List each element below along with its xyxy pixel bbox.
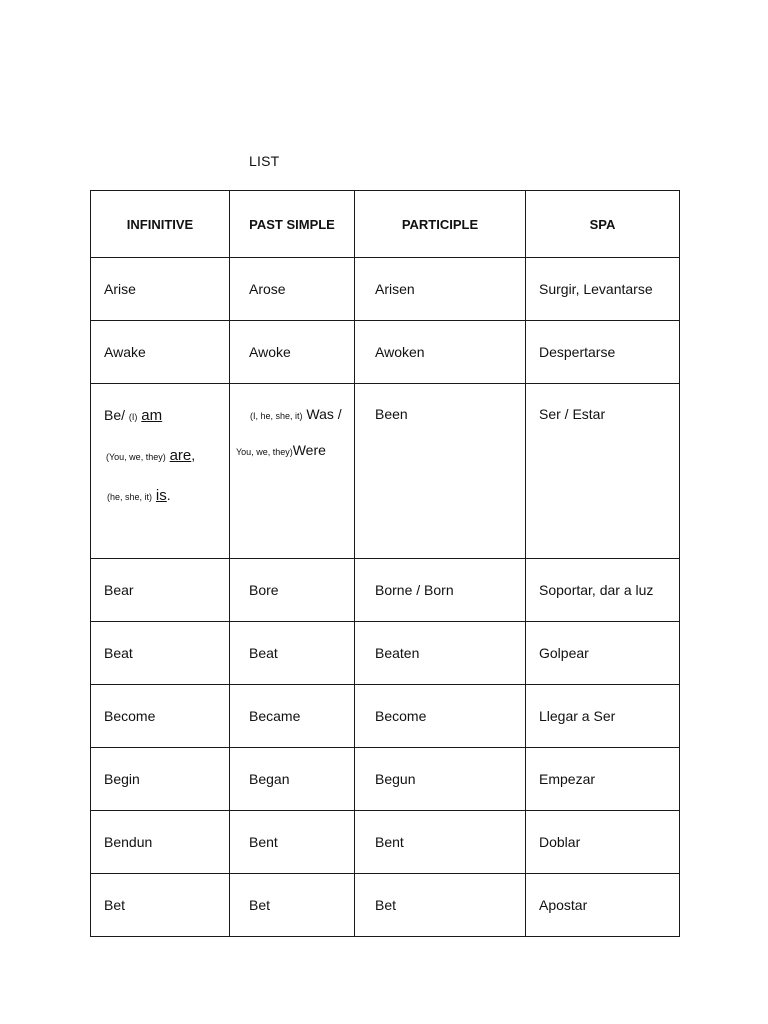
table-row (91, 622, 680, 685)
cell-participle: Arisen (355, 258, 526, 321)
period: . (166, 487, 171, 503)
cell-spa: Golpear (526, 622, 680, 685)
be-prefix: Be/ (104, 407, 126, 423)
cell-past-simple: Became (230, 685, 355, 748)
cell-participle: Become (355, 685, 526, 748)
pronoun-i: (I) (128, 412, 138, 422)
cell-participle: Bent (355, 811, 526, 874)
cell-spa: Empezar (526, 748, 680, 811)
form-is: is (155, 487, 167, 504)
cell-infinitive: Bear (91, 559, 230, 622)
header-spa: SPA (526, 191, 680, 258)
cell-infinitive: Arise (91, 258, 230, 321)
pronoun-you-we-they: (You, we, they) (106, 452, 166, 462)
cell-spa: Doblar (526, 811, 680, 874)
cell-infinitive: Beat (91, 622, 230, 685)
cell-spa: Despertarse (526, 321, 680, 384)
pronoun-you-we-they-past: You, we, they) (236, 447, 293, 457)
table-row (91, 321, 680, 384)
was-line-2 (236, 441, 354, 461)
cell-past-simple: Bet (230, 874, 355, 937)
table-row (91, 685, 680, 748)
cell-participle: Been (355, 384, 526, 559)
comma: , (191, 447, 196, 463)
table-row (91, 384, 680, 559)
cell-infinitive: Begin (91, 748, 230, 811)
pronoun-he-she-it: (he, she, it) (107, 492, 153, 502)
cell-participle: Beaten (355, 622, 526, 685)
cell-participle: Awoken (355, 321, 526, 384)
cell-participle: Borne / Born (355, 559, 526, 622)
cell-past-simple: Bent (230, 811, 355, 874)
cell-participle: Bet (355, 874, 526, 937)
cell-past-simple: Awoke (230, 321, 355, 384)
be-line-1 (104, 406, 229, 426)
cell-infinitive: Bendun (91, 811, 230, 874)
cell-infinitive-be (91, 384, 230, 559)
be-line-2 (104, 446, 229, 466)
was-line-1 (236, 405, 354, 425)
cell-infinitive: Bet (91, 874, 230, 937)
form-are: are (169, 447, 192, 464)
cell-past-simple: Bore (230, 559, 355, 622)
header-past-simple: PAST SIMPLE (230, 191, 355, 258)
cell-past-simple: Beat (230, 622, 355, 685)
cell-spa: Ser / Estar (526, 384, 680, 559)
form-were: Were (292, 442, 326, 458)
cell-infinitive: Become (91, 685, 230, 748)
cell-past-simple-be (230, 384, 355, 559)
pronoun-i-he-she-it: (I, he, she, it) (250, 411, 303, 421)
header-infinitive: INFINITIVE (91, 191, 230, 258)
cell-participle: Begun (355, 748, 526, 811)
irregular-verbs-table (90, 190, 680, 937)
header-row (91, 191, 680, 258)
cell-infinitive: Awake (91, 321, 230, 384)
table-row (91, 811, 680, 874)
cell-spa: Surgir, Levantarse (526, 258, 680, 321)
table-row (91, 258, 680, 321)
table-row (91, 748, 680, 811)
cell-past-simple: Arose (230, 258, 355, 321)
cell-spa: Llegar a Ser (526, 685, 680, 748)
cell-spa: Apostar (526, 874, 680, 937)
document-title: LIST (249, 153, 280, 169)
header-participle: PARTICIPLE (355, 191, 526, 258)
table-row (91, 874, 680, 937)
form-was: Was / (306, 406, 342, 422)
form-am: am (141, 407, 163, 424)
cell-spa: Soportar, dar a luz (526, 559, 680, 622)
table-row (91, 559, 680, 622)
be-line-3 (104, 486, 229, 506)
cell-past-simple: Began (230, 748, 355, 811)
